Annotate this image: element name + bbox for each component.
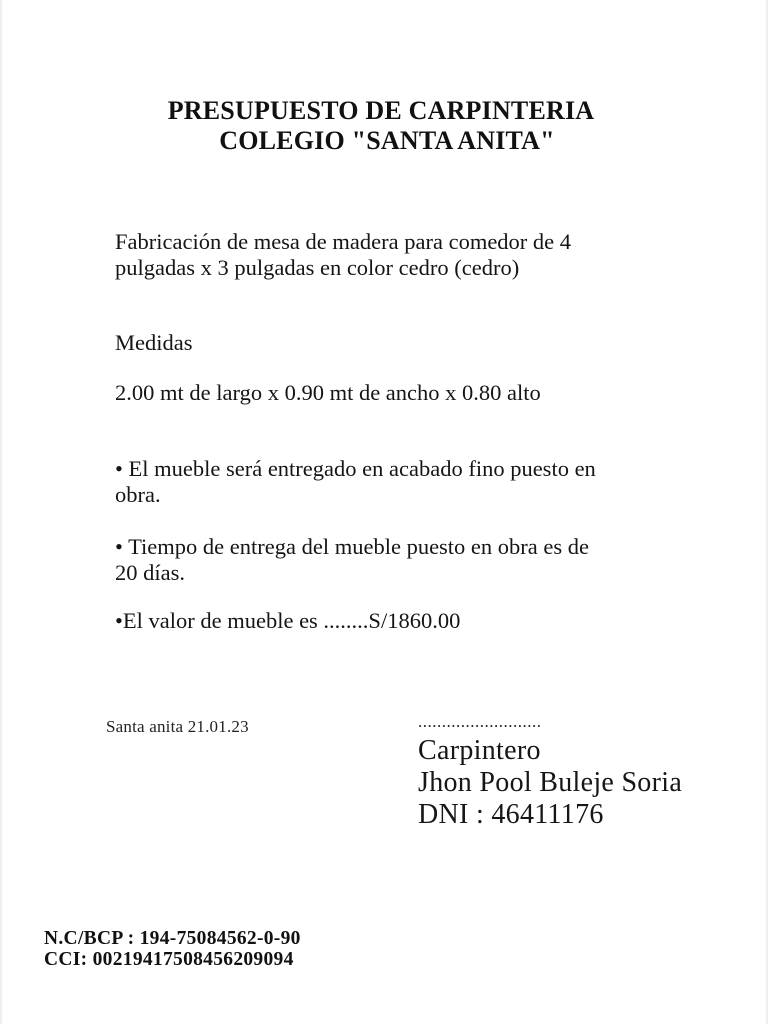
- measurements-value: 2.00 mt de largo x 0.90 mt de ancho x 0.80 alto: [115, 380, 541, 405]
- signature-block: [418, 714, 748, 831]
- signature-dotted-line: ..........................: [418, 712, 542, 731]
- bullet-finish: • El mueble será entregado en acabado fino puesto en obra.: [115, 456, 596, 507]
- product-description: Fabricación de mesa de madera para comedor de 4 pulgadas x 3 pulgadas en color cedro (cedro): [115, 229, 572, 280]
- bank-account-cci: CCI: 00219417508456209094: [44, 949, 294, 970]
- document-title: [0, 96, 768, 156]
- signature-dni: DNI : 46411176: [418, 799, 604, 830]
- title-line-2: COLEGIO "SANTA ANITA": [219, 126, 555, 155]
- title-line-1: PRESUPUESTO DE CARPINTERIA: [167, 96, 595, 125]
- bullet-delivery-time: • Tiempo de entrega del mueble puesto en obra es de 20 días.: [115, 534, 590, 585]
- signature-name: Jhon Pool Buleje Soria: [418, 767, 683, 798]
- document-date: Santa anita 21.01.23: [106, 717, 249, 736]
- bank-account-bcp: N.C/BCP : 194-75084562-0-90: [44, 928, 301, 949]
- measurements-label: Medidas: [115, 330, 193, 355]
- signature-role: Carpintero: [418, 735, 541, 766]
- bank-details: [44, 928, 301, 970]
- bullet-price: •El valor de mueble es ........S/1860.00: [115, 608, 461, 633]
